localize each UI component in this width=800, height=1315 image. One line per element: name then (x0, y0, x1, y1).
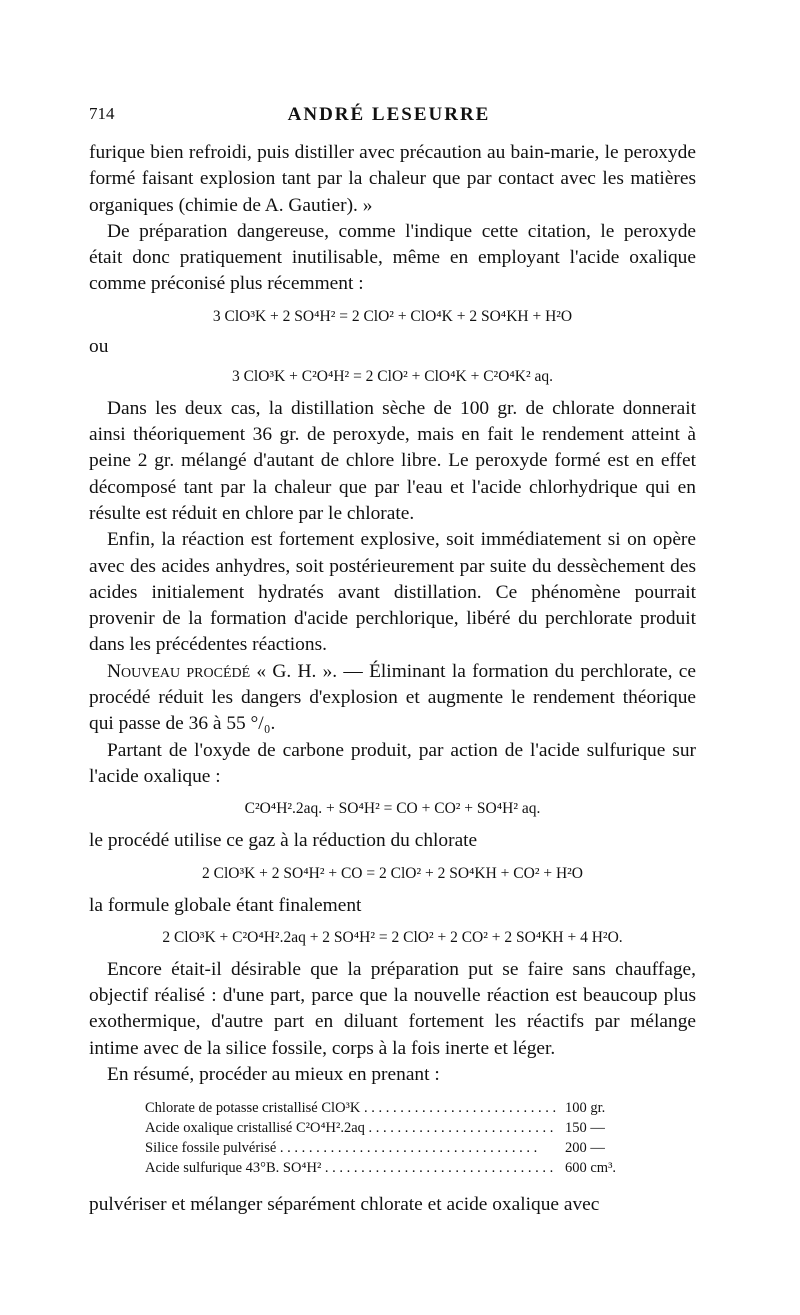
paragraph: Enfin, la réaction est fortement explosive, soit immédiatement si on opère avec des acides anhydres, soit postérieurement par suite du dessèchement des acides initialement hydratés avant distillation. Ce phénomène pourrait provenir de la formation d'acide perchlorique, libéré du perchlorate produit dans les précédentes réactions. (89, 529, 696, 656)
paragraph: Encore était-il désirable que la préparation put se faire sans chauffage, objectif réalisé : d'une part, parce que la nouvelle réaction est beaucoup plus exothermique, d'autre part en diluant fortement les réactifs par mélange intime avec de la silice fossile, corps à la fois inerte et léger. (89, 958, 696, 1059)
recipe-label: Acide oxalique cristallisé C²O⁴H².2aq . . . (145, 1118, 557, 1138)
paragraph: Dans les deux cas, la distillation sèche de 100 gr. de chlorate donnerait ainsi théoriquement 36 gr. de peroxyde, mais en fait le rendement atteint à peine 2 gr. mélangé d'autant de chlore libre. Le peroxyde formé est en effet décomposé tant par la chaleur que par l'eau et l'acide chlorhydrique qui en résulte est réduit en chlore par le chlorate. (89, 397, 696, 524)
recipe-row (145, 1118, 635, 1138)
paragraph: la formule globale étant finalement (89, 894, 362, 916)
page-body (89, 140, 696, 1219)
equation: 3 ClO³K + C²O⁴H² = 2 ClO² + ClO⁴K + C²O⁴K² aq. (231, 367, 554, 385)
paragraph: Partant de l'oxyde de carbone produit, par action de l'acide sulfurique sur l'acide oxalique : (89, 739, 696, 787)
recipe-value: 100 gr. (565, 1100, 606, 1117)
recipe-value: 150 — (565, 1120, 605, 1137)
equation: 2 ClO³K + C²O⁴H².2aq + 2 SO⁴H² = 2 ClO² + 2 CO² + 2 SO⁴KH + 4 H²O. (162, 928, 623, 946)
conjunction: ou (89, 335, 109, 357)
recipe-label: Silice fossile pulvérisé . . . (145, 1138, 557, 1158)
running-title: ANDRÉ LESEURRE (287, 104, 491, 125)
paragraph (89, 659, 696, 738)
paragraph-text: — Éliminant la formation du perchlorate, ce procédé réduit les dangers d'explosion et augmente le rendement théorique qui passe de 36 à 55 °/₀. (89, 660, 696, 735)
paragraph: De préparation dangereuse, comme l'indique cette citation, le peroxyde était donc pratiquement inutilisable, même en employant l'acide oxalique comme préconisé plus récemment : (89, 220, 696, 295)
equation: C²O⁴H².2aq. + SO⁴H² = CO + CO² + SO⁴H² aq. (244, 800, 541, 818)
recipe-value: 200 — (565, 1140, 605, 1157)
page-header (89, 104, 689, 134)
equation: 2 ClO³K + 2 SO⁴H² + CO = 2 ClO² + 2 SO⁴KH + CO² + H²O (201, 864, 584, 882)
paragraph: pulvériser et mélanger séparément chlorate et acide oxalique avec (89, 1194, 600, 1216)
paragraph: En résumé, procéder au mieux en prenant : (107, 1064, 440, 1086)
recipe-label: Acide sulfurique 43°B. SO⁴H² . . . (145, 1158, 557, 1178)
paragraph: furique bien refroidi, puis distiller avec précaution au bain-marie, le peroxyde formé faisant explosion tant par la chaleur que par contact avec les matières organiques (chimie de A. Gautier). » (89, 142, 696, 216)
recipe-value: 600 cm³. (565, 1160, 617, 1177)
recipe-label: Chlorate de potasse cristallisé ClO³K . . . (145, 1098, 557, 1118)
recipe-row (145, 1138, 635, 1158)
equation: 3 ClO³K + 2 SO⁴H² = 2 ClO² + ClO⁴K + 2 SO⁴KH + H²O (212, 307, 573, 325)
recipe-row (145, 1158, 635, 1178)
recipe-row (145, 1098, 635, 1118)
paragraph: le procédé utilise ce gaz à la réduction du chlorate (89, 830, 478, 852)
recipe-table (145, 1098, 635, 1178)
page-number: 714 (89, 104, 115, 123)
section-heading: Nouveau procédé « G. H. ». (107, 660, 338, 682)
